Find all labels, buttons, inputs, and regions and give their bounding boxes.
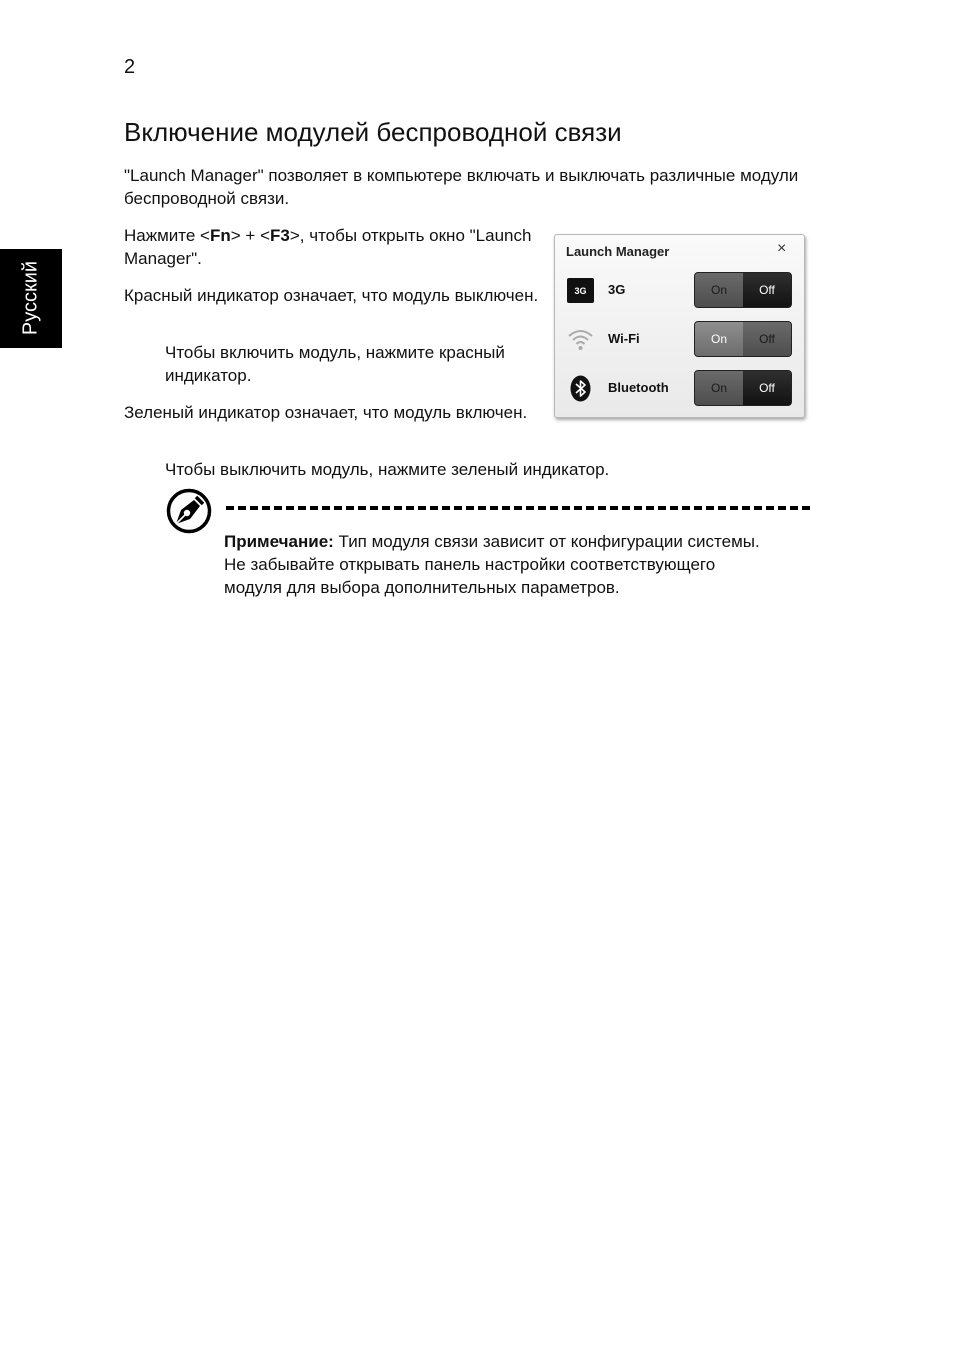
note-paragraph — [224, 530, 764, 599]
note-divider — [226, 506, 810, 510]
launch-manager-title: Launch Manager — [566, 244, 670, 259]
svg-text:3G: 3G — [574, 286, 587, 296]
wifi-icon — [567, 326, 594, 353]
module-row-bluetooth — [555, 368, 804, 408]
page-title: Включение модулей беспроводной связи — [124, 117, 622, 147]
green-indicator-paragraph: Зеленый индикатор означает, что модуль включен. — [124, 403, 528, 422]
language-tab-label: Русский — [19, 260, 42, 336]
toggle-3g-off[interactable]: Off — [743, 273, 791, 307]
language-tab — [0, 249, 62, 348]
intro-paragraph: "Launch Manager" позволяет в компьютере включать и выключать различные модули беспроводной связи. — [124, 166, 799, 208]
module-label-bluetooth: Bluetooth — [608, 380, 669, 395]
toggle-3g-on[interactable]: On — [695, 273, 743, 307]
hotkey-prefix: Нажмите < — [124, 226, 210, 245]
toggle-wifi-off[interactable]: Off — [743, 322, 791, 356]
launch-manager-window — [554, 234, 805, 418]
green-action-paragraph: Чтобы выключить модуль, нажмите зеленый индикатор. — [165, 460, 610, 479]
module-label-3g: 3G — [608, 282, 626, 297]
toggle-bluetooth-on[interactable]: On — [695, 371, 743, 405]
3g-icon — [567, 277, 594, 304]
hotkey-paragraph — [124, 224, 544, 270]
module-row-3g — [555, 270, 804, 310]
key-f3: F3 — [270, 226, 290, 245]
key-fn: Fn — [210, 226, 231, 245]
pen-nib-icon — [166, 488, 212, 534]
red-indicator-paragraph: Красный индикатор означает, что модуль выключен. — [124, 286, 539, 305]
module-row-wifi — [555, 319, 804, 359]
toggle-wifi-on[interactable]: On — [695, 322, 743, 356]
hotkey-suffix: >, чтобы открыть окно "Launch Manager". — [124, 226, 532, 268]
toggle-bluetooth-off[interactable]: Off — [743, 371, 791, 405]
note-label: Примечание: — [224, 532, 334, 551]
page-number: 2 — [124, 56, 136, 78]
close-icon[interactable]: × — [777, 240, 787, 257]
toggle-3g[interactable] — [694, 272, 792, 308]
module-label-wifi: Wi-Fi — [608, 331, 640, 346]
red-action-paragraph: Чтобы включить модуль, нажмите красный индикатор. — [165, 343, 505, 385]
bluetooth-icon — [567, 375, 594, 402]
toggle-bluetooth[interactable] — [694, 370, 792, 406]
note-body: Тип модуля связи зависит от конфигурации системы. Не забывайте открывать панель настройки соответствующего модуля для выбора дополнительных параметров. — [224, 532, 760, 597]
hotkey-mid: > + < — [230, 226, 271, 245]
toggle-wifi[interactable] — [694, 321, 792, 357]
